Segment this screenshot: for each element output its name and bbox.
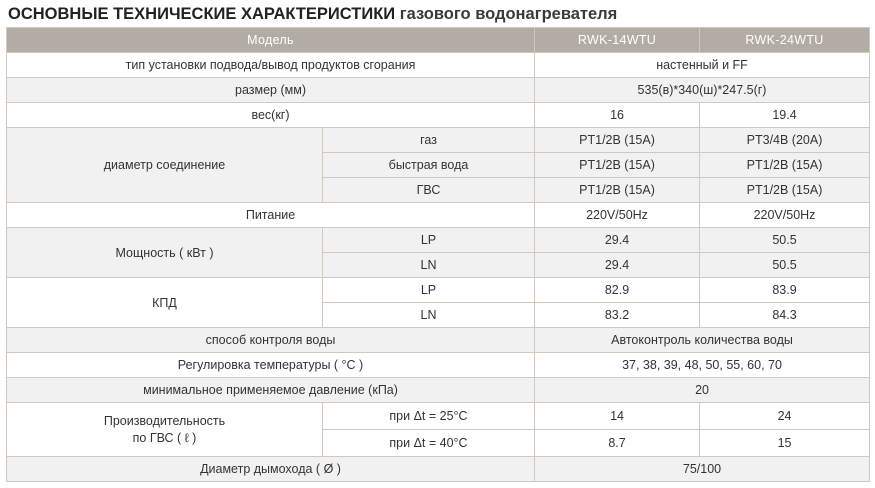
- row-flue: [7, 457, 870, 482]
- value-efficiency-ln-b: 84.3: [700, 303, 870, 328]
- header-model: Модель: [7, 28, 535, 53]
- row-water-control: [7, 328, 870, 353]
- label-size: размер (мм): [7, 78, 535, 103]
- label-connection-dhw: ГВС: [323, 178, 535, 203]
- label-capacity: [7, 403, 323, 457]
- header-model-a: RWK-14WTU: [535, 28, 700, 53]
- row-capacity-dt25: [7, 403, 870, 430]
- row-power-supply: [7, 203, 870, 228]
- label-capacity-line1: Производительность: [103, 413, 226, 428]
- value-weight-b: 19.4: [700, 103, 870, 128]
- value-connection-dhw-a: PT1/2B (15A): [535, 178, 700, 203]
- page-title: [8, 5, 617, 24]
- header-row: [7, 28, 870, 53]
- value-connection-water-b: PT1/2B (15A): [700, 153, 870, 178]
- value-capacity-dt25-b: 24: [700, 403, 870, 430]
- value-power-ln-a: 29.4: [535, 253, 700, 278]
- value-connection-gas-b: PT3/4B (20A): [700, 128, 870, 153]
- value-size: 535(в)*340(ш)*247.5(г): [535, 78, 870, 103]
- value-connection-gas-a: PT1/2B (15A): [535, 128, 700, 153]
- value-pressure: 20: [535, 378, 870, 403]
- label-install-type: тип установки подвода/вывод продуктов сгорания: [7, 53, 535, 78]
- title-main: ОСНОВНЫЕ ТЕХНИЧЕСКИЕ ХАРАКТЕРИСТИКИ: [8, 5, 396, 23]
- label-power: Мощность ( кВт ): [7, 228, 323, 278]
- title-subject: газового водонагревателя: [399, 5, 618, 23]
- row-temperature: [7, 353, 870, 378]
- value-efficiency-lp-b: 83.9: [700, 278, 870, 303]
- value-capacity-dt25-a: 14: [535, 403, 700, 430]
- value-power-ln-b: 50.5: [700, 253, 870, 278]
- row-connection-gas: [7, 128, 870, 153]
- label-water-control: способ контроля воды: [7, 328, 535, 353]
- label-capacity-line2: по ГВС ( ℓ ): [132, 430, 197, 445]
- value-weight-a: 16: [535, 103, 700, 128]
- label-connection-water: быстрая вода: [323, 153, 535, 178]
- value-power-supply-b: 220V/50Hz: [700, 203, 870, 228]
- value-capacity-dt40-a: 8.7: [535, 430, 700, 457]
- label-pressure: минимальное применяемое давление (кПа): [7, 378, 535, 403]
- label-capacity-dt25: при Δt = 25°C: [323, 403, 535, 430]
- value-install-type: настенный и FF: [535, 53, 870, 78]
- value-flue: 75/100: [535, 457, 870, 482]
- label-power-lp: LP: [323, 228, 535, 253]
- label-efficiency-lp: LP: [323, 278, 535, 303]
- label-temperature: Регулировка температуры ( °C ): [7, 353, 535, 378]
- label-power-ln: LN: [323, 253, 535, 278]
- label-efficiency-ln: LN: [323, 303, 535, 328]
- value-power-lp-b: 50.5: [700, 228, 870, 253]
- value-connection-water-a: PT1/2B (15A): [535, 153, 700, 178]
- value-connection-dhw-b: PT1/2B (15A): [700, 178, 870, 203]
- row-pressure: [7, 378, 870, 403]
- value-efficiency-lp-a: 82.9: [535, 278, 700, 303]
- value-temperature: 37, 38, 39, 48, 50, 55, 60, 70: [535, 353, 870, 378]
- label-connection: диаметр соединение: [7, 128, 323, 203]
- row-weight: [7, 103, 870, 128]
- row-power-lp: [7, 228, 870, 253]
- row-install-type: [7, 53, 870, 78]
- value-power-lp-a: 29.4: [535, 228, 700, 253]
- label-flue: Диаметр дымохода ( Ø ): [7, 457, 535, 482]
- label-capacity-dt40: при Δt = 40°C: [323, 430, 535, 457]
- label-weight: вес(кг): [7, 103, 535, 128]
- value-water-control: Автоконтроль количества воды: [535, 328, 870, 353]
- label-power-supply: Питание: [7, 203, 535, 228]
- row-efficiency-lp: [7, 278, 870, 303]
- specifications-table: [6, 27, 870, 482]
- value-power-supply-a: 220V/50Hz: [535, 203, 700, 228]
- row-size: [7, 78, 870, 103]
- header-model-b: RWK-24WTU: [700, 28, 870, 53]
- label-efficiency: КПД: [7, 278, 323, 328]
- value-capacity-dt40-b: 15: [700, 430, 870, 457]
- value-efficiency-ln-a: 83.2: [535, 303, 700, 328]
- label-connection-gas: газ: [323, 128, 535, 153]
